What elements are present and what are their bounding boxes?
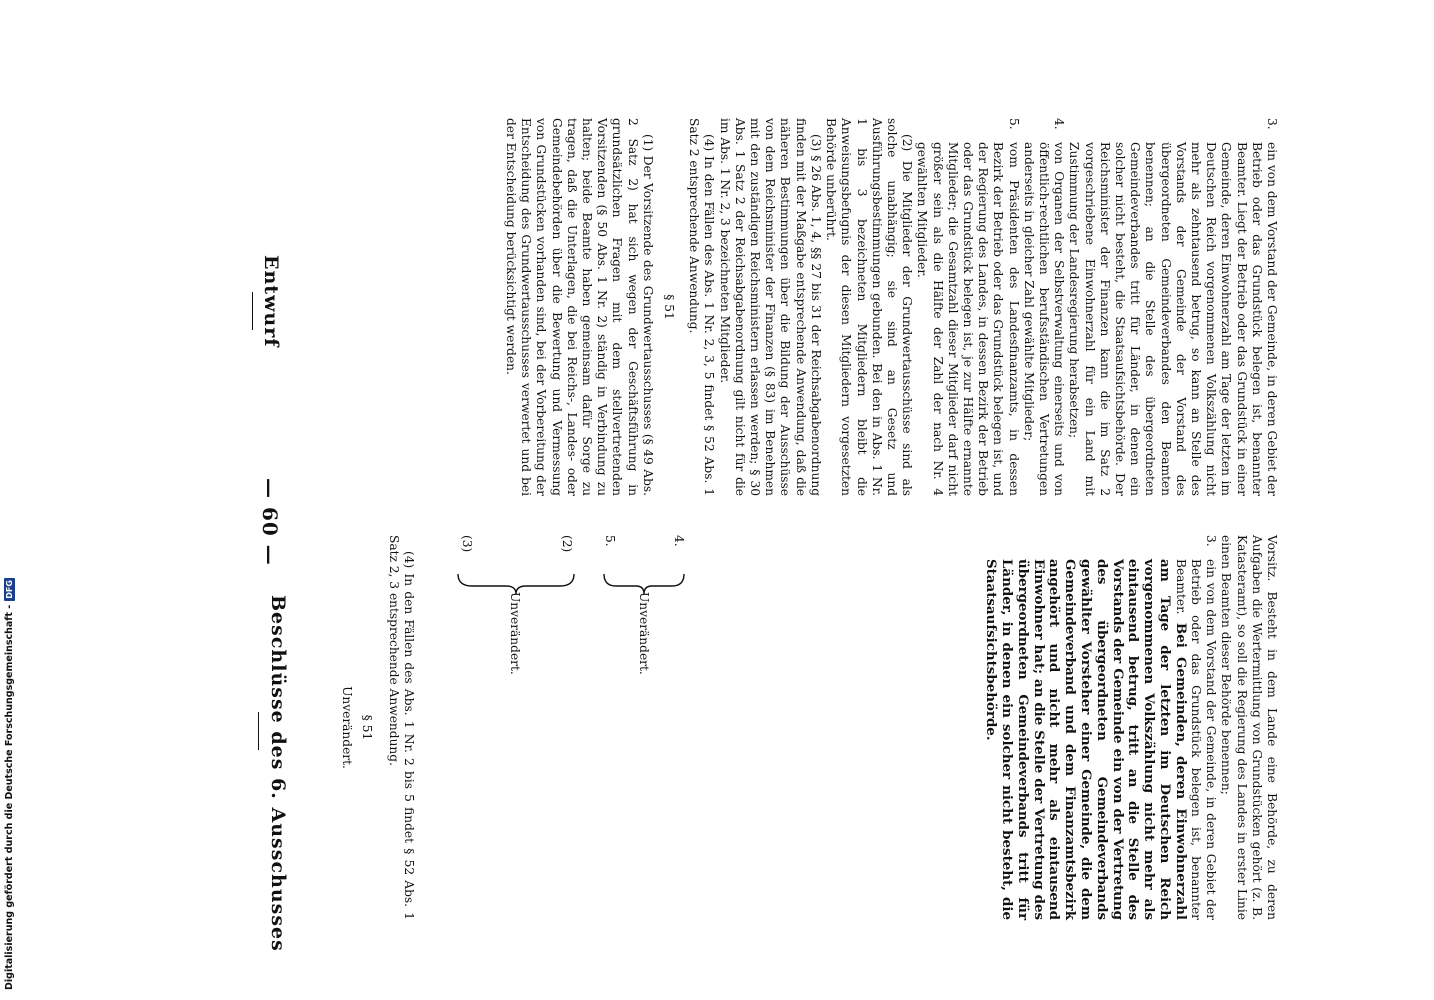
left-column-title: Entwurf [260, 255, 282, 348]
right-paragraph-3-number: (3) [460, 535, 474, 553]
right-intro-text: Vorsitz. Besteht in dem Lande eine Behörde, zu deren Aufgaben die Wertermittlung von Grundstücken gehört (z. B. Katasteramt), so soll die Regierung des Landes in erster Linie einen Beamten dieser Behörde benennen; [1219, 535, 1279, 920]
left-section-heading: § 51 [662, 294, 677, 320]
left-column [503, 118, 1279, 496]
right-column-title: Beschlüsse des 6. Ausschusses [267, 595, 289, 952]
left-title-rule [252, 292, 253, 330]
right-item-3-number: 3. [1204, 535, 1219, 547]
left-paragraph-4: (4) In den Fällen des Abs. 1 Nr. 2, 3, 5 findet § 52 Abs. 1 Satz 2 entsprechende Anwendung. [687, 118, 717, 496]
dfg-logo-icon: DFG [4, 580, 14, 599]
left-paragraph-2: (2) Die Mitglieder der Grundwertausschüsse sind als solche unabhängig; sie sind an Gesetz und Ausführungsbestimmungen gebunden. Bei den in Abs. 1 Nr. 1 bis 3 bezeichneten Mitgliedern bleibt die Anweisungsbefugnis der diesen Mitgliedern vorgesetzten Behörde unberührt. [824, 118, 915, 496]
left-item-3-text: ein von dem Vorstand der Gemeinde, in deren Gebiet der Betrieb oder das Grundstück belegen ist, benannter Beamter. Liegt der Betrieb oder das Grundstück in einer Gemeinde, deren Einwohnerzahl am Tage der letzten im Deutschen Reich vorgenommenen Volkszählung nicht mehr als zehntausend betrug, so kann an Stelle des Vorstands der Gemeinde der Vorstand des übergeordneten Gemeindeverbandes den Beamten benennen; an die Stelle des übergeordneten Gemeindeverbandes tritt für Länder, in denen ein solcher nicht besteht, die Staatsaufsichtsbehörde. Der Reichsminister der Finanzen kann die im Satz 2 vorgeschriebene Einwohnerzahl für ein Land mit Zustimmung der Landesregierung herabsetzen; [1067, 142, 1279, 496]
right-item-3-bold-text: Bei Gemeinden, deren Einwohnerzahl am Tage der letzten im Deutschen Reich vorgenommenen Volkszählung nicht mehr als eintausend betrug, tritt an die Stelle des Vorstands der Gemeinde ein von der Vertretung des übergeordneten Gemeindeverbands gewählter Vorsteher einer Gemeinde, die dem Gemeindeverband und dem Finanzamtsbezirk angehört und nicht mehr als eintausend Einwohner hat; an die Stelle der Vertretung des übergeordneten Gemeindeverbands tritt für Länder, in denen ein solcher nicht besteht, die Staatsaufsichtsbehörde. [983, 559, 1189, 920]
right-paragraph-4: (4) In den Fällen des Abs. 1 Nr. 2 bis 5 findet § 52 Abs. 1 Satz 2, 3 entsprechende Anwendung. [386, 535, 416, 920]
left-item-4 [1021, 118, 1067, 496]
left-paragraph-3: (3) § 26 Abs. 1, 4, §§ 27 bis 31 der Reichsabgabenordnung finden mit der Maßgabe entsprechende Anwendung, daß die näheren Bestimmungen über die Bildung der Ausschüsse von dem Reichsminister der Finanzen (§ 83) im Benehmen mit den zuständigen Reichsministern erlassen werden; § 30 Abs. 1 Satz 2 der Reichsabgabenordnung gilt nicht für die im Abs. 1 Nr. 2, 3 bezeichneten Mitglieder. [717, 118, 823, 496]
digitization-credit [0, 580, 18, 1000]
right-paragraph-2-number: (2) [560, 535, 574, 553]
digitization-credit-text: Digitalisierung gefördert durch die Deutsche Forschungsgemeinschaft - [3, 604, 15, 990]
right-column-top [982, 535, 1279, 920]
left-item-5 [914, 118, 1020, 496]
page-number: — 60 — [258, 478, 282, 566]
left-item-3-number: 3. [1265, 118, 1279, 130]
group-2-unchanged-label: Unverändert. [508, 592, 522, 675]
right-item-3 [982, 535, 1218, 920]
left-item-3 [1066, 118, 1279, 496]
left-item-4-number: 4. [1052, 118, 1067, 130]
right-section-heading: § 51 [359, 714, 374, 741]
right-title-rule [258, 712, 259, 750]
left-item-5-number: 5. [1006, 118, 1021, 130]
right-section-unchanged-label: Unverändert. [340, 686, 355, 769]
group-1-unchanged-label: Unverändert. [637, 592, 651, 675]
left-item-5-text: vom Präsidenten des Landesfinanzamts, in dessen Bezirk der Betrieb oder das Grundstück belegen ist, und der Regierung des Landes, in dessen Bezirk der Betrieb oder das Grundstück belegen ist, je zur Hälfte ernannte Mitglieder; die Gesamtzahl dieser Mitglieder darf nicht größer sein als die Hälfte der Zahl der nach Nr. 4 gewählten Mitglieder. [915, 142, 1021, 496]
right-column-bottom [339, 535, 416, 920]
right-item-3-text: ein von dem Vorstand der Gemeinde, in deren Gebiet der Betrieb oder das Grundstück belegen ist, benannter Beamter. [1173, 559, 1219, 920]
right-item-4-number: 4. [672, 535, 686, 547]
left-item-4-text: von Organen der Selbstverwaltung einerseits und von öffentlich-rechtlichen berufsständischen Vertretungen anderseits in gleicher Zahl gewählte Mitglieder; [1021, 142, 1067, 496]
left-section-51-paragraph: (1) Der Vorsitzende des Grundwertausschusses (§ 49 Abs. 2 Satz 2) hat sich wegen der Geschäftsführung in grundsätzlichen Fragen mit dem stellvertretenden Vorsitzenden (§ 50 Abs. 1 Nr. 2) ständig in Verbindung zu halten; beide Beamte haben gemeinsam dafür Sorge zu tragen, daß die Unterlagen, die bei Reichs-, Landes- oder Gemeindebehörden über die Bewertung und Vermessung von Grundstücken vorhanden sind, bei der Vorbereitung der Entscheidung des Grundwertausschusses verwertet und bei der Entscheidung berücksichtigt werden. [504, 118, 655, 496]
right-item-5-number: 5. [603, 535, 617, 547]
